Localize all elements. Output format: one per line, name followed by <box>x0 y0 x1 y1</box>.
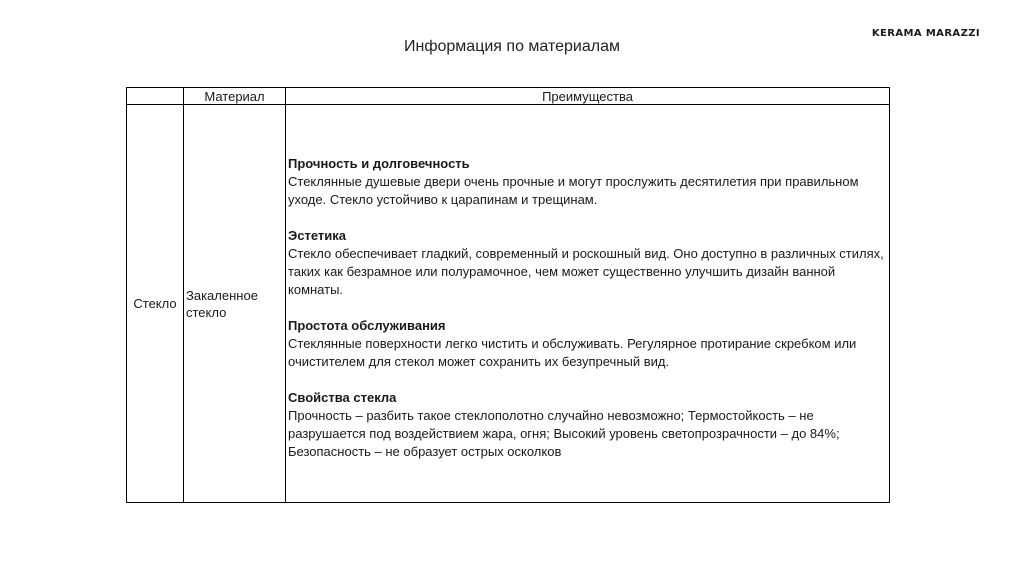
cell-type: Стекло <box>127 105 184 503</box>
header-cell-material: Материал <box>184 88 286 105</box>
section-text: Прочность – разбить такое стеклополотно случайно невозможно; Термостойкость – не разрушается под воздействием жара, огня; Высокий уровень светопрозрачности – до 84%; Безопасность – не образует острых осколков <box>288 408 840 459</box>
cell-material: Закаленное стекло <box>184 105 286 503</box>
section-title: Свойства стекла <box>288 390 397 405</box>
section-title: Простота обслуживания <box>288 318 446 333</box>
advantage-section <box>288 227 887 299</box>
brand-logo: KERAMA MARAZZI <box>871 28 980 39</box>
advantage-section <box>288 389 887 461</box>
table-header-row <box>127 88 890 105</box>
header-cell-advantages: Преимущества <box>286 88 890 105</box>
section-title: Прочность и долговечность <box>288 156 470 171</box>
page-title: Информация по материалам <box>404 38 620 55</box>
advantage-section <box>288 317 887 371</box>
materials-table <box>126 87 890 503</box>
section-text: Стеклянные поверхности легко чистить и обслуживать. Регулярное протирание скребком или очистителем для стекол может сохранить их безупречный вид. <box>288 336 857 369</box>
advantage-section <box>288 155 887 209</box>
section-text: Стеклянные душевые двери очень прочные и могут прослужить десятилетия при правильном уходе. Стекло устойчиво к царапинам и трещинам. <box>288 174 859 207</box>
section-text: Стекло обеспечивает гладкий, современный и роскошный вид. Оно доступно в различных стилях, таких как безрамное или полурамочное, чем может существенно улучшить дизайн ванной комнаты. <box>288 246 884 297</box>
header-cell-type <box>127 88 184 105</box>
cell-advantages <box>286 105 890 503</box>
table-row <box>127 105 890 503</box>
section-title: Эстетика <box>288 228 346 243</box>
